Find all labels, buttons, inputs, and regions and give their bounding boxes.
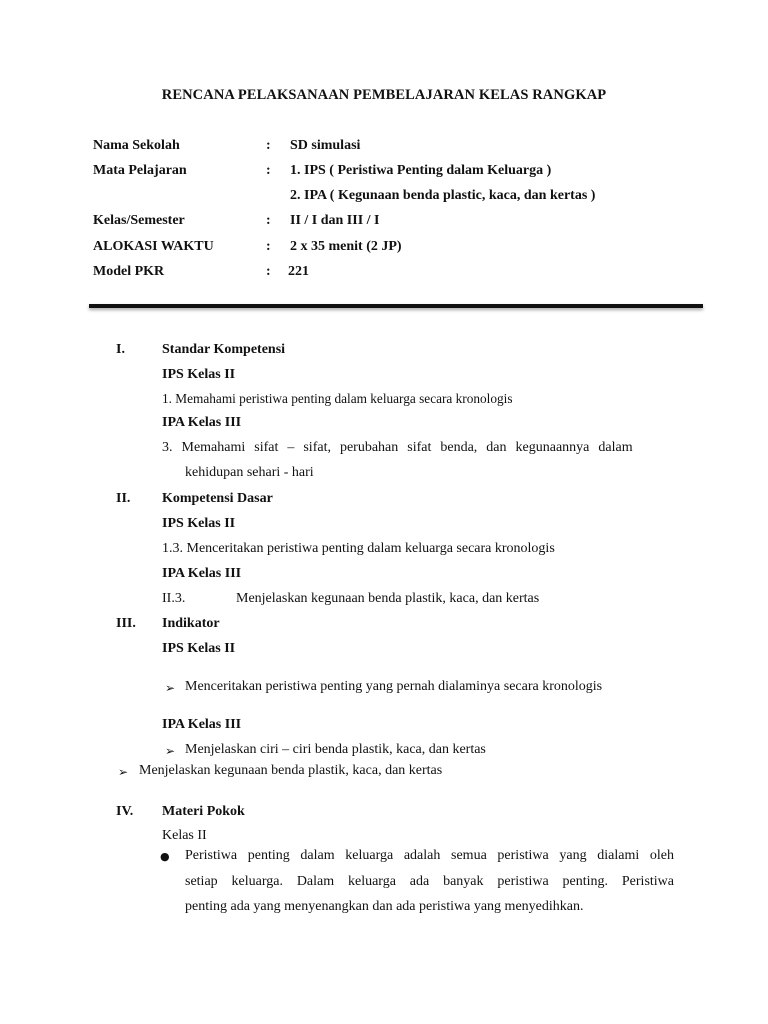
list-item-number: II.3. xyxy=(162,591,186,606)
section-number: IV. xyxy=(116,804,134,819)
section-number: III. xyxy=(116,616,136,631)
arrow-bullet-icon: ➢ xyxy=(118,765,129,779)
subhead-ipa: IPA Kelas III xyxy=(162,566,242,581)
school-value: SD simulasi xyxy=(290,138,361,153)
paragraph xyxy=(185,843,674,920)
list-item xyxy=(162,440,674,456)
list-item: 1.3. Menceritakan peristiwa penting dalam keluarga secara kronologis xyxy=(162,541,555,556)
list-item: Menjelaskan kegunaan benda plastik, kaca, dan kertas xyxy=(236,591,540,606)
section-number: I. xyxy=(116,342,125,357)
bullet-icon: ● xyxy=(160,850,170,863)
list-item: Menceritakan peristiwa penting yang pernah dialaminya secara kronologis xyxy=(185,679,603,694)
section-title: Materi Pokok xyxy=(162,804,245,819)
subhead-ips: IPS Kelas II xyxy=(162,367,236,382)
subhead-ipa: IPA Kelas III xyxy=(162,717,242,732)
section-title: Standar Kompetensi xyxy=(162,342,286,357)
arrow-bullet-icon: ➢ xyxy=(165,744,176,758)
model-value: 221 xyxy=(288,264,309,279)
subhead-ipa: IPA Kelas III xyxy=(162,415,242,430)
time-separator: : xyxy=(266,239,271,254)
list-item-line: 3. Memahami sifat – sifat, perubahan sifat benda, dan kegunaannya dalam xyxy=(162,440,633,455)
section-title: Indikator xyxy=(162,616,220,631)
class-separator: : xyxy=(266,213,271,228)
subhead-ips: IPS Kelas II xyxy=(162,641,236,656)
model-separator: : xyxy=(266,264,271,279)
time-label: ALOKASI WAKTU xyxy=(93,239,214,254)
time-value: 2 x 35 menit (2 JP) xyxy=(290,239,402,254)
arrow-bullet-icon: ➢ xyxy=(165,681,176,695)
model-label: Model PKR xyxy=(93,264,165,279)
subject-label: Mata Pelajaran xyxy=(93,163,187,178)
section-title: Kompetensi Dasar xyxy=(162,491,273,506)
list-item: Menjelaskan kegunaan benda plastik, kaca, dan kertas xyxy=(139,763,443,778)
class-heading: Kelas II xyxy=(162,828,207,843)
class-label: Kelas/Semester xyxy=(93,213,185,228)
subject-value-ips: 1. IPS ( Peristiwa Penting dalam Keluarga ) xyxy=(290,163,552,178)
school-separator: : xyxy=(266,138,271,153)
header-divider xyxy=(89,304,703,308)
subhead-ips: IPS Kelas II xyxy=(162,516,236,531)
paragraph-line: Peristiwa penting dalam keluarga adalah semua peristiwa yang dialami oleh xyxy=(185,848,674,863)
subject-separator: : xyxy=(266,163,271,178)
paragraph-line: setiap keluarga. Dalam keluarga ada banyak peristiwa penting. Peristiwa xyxy=(185,873,674,889)
school-label: Nama Sekolah xyxy=(93,138,180,153)
class-value: II / I dan III / I xyxy=(290,213,380,228)
document-title: RENCANA PELAKSANAAN PEMBELAJARAN KELAS RANGKAP xyxy=(161,87,607,103)
list-item: Menjelaskan ciri – ciri benda plastik, kaca, dan kertas xyxy=(185,742,486,757)
list-item-continuation: kehidupan sehari - hari xyxy=(185,465,314,480)
paragraph-line: penting ada yang menyenangkan dan ada peristiwa yang menyedihkan. xyxy=(185,899,584,914)
subject-value-ipa: 2. IPA ( Kegunaan benda plastic, kaca, dan kertas ) xyxy=(290,188,596,203)
list-item: 1. Memahami peristiwa penting dalam keluarga secara kronologis xyxy=(162,391,513,406)
section-number: II. xyxy=(116,491,131,506)
